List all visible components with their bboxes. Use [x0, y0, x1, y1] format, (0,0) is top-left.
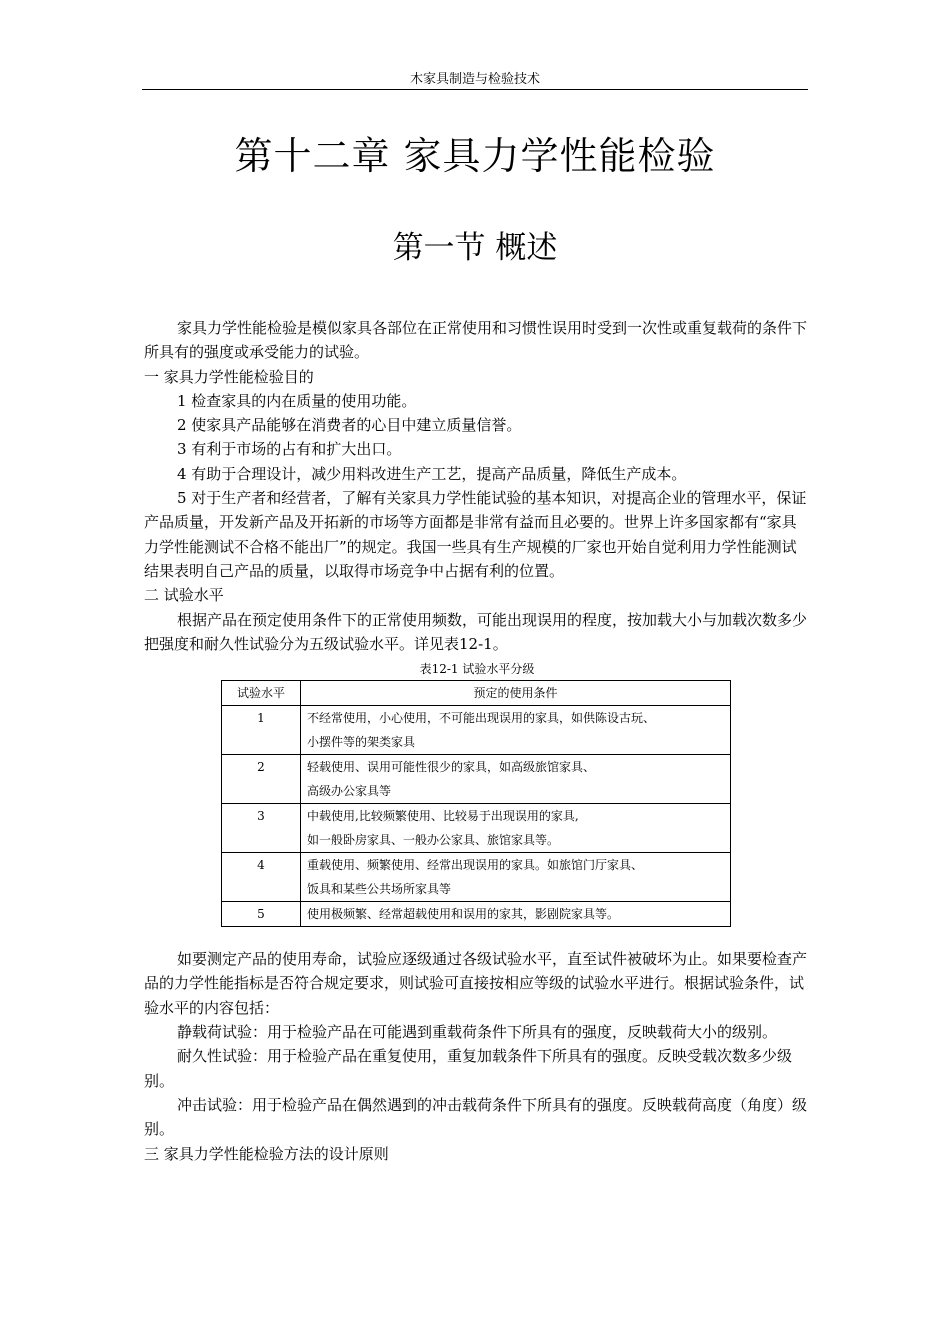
table-cell-condition	[301, 755, 731, 804]
part2-paragraph: 根据产品在预定使用条件下的正常使用频数，可能出现误用的程度，按加载大小与加载次数多少把强度和耐久性试验分为五级试验水平。详见表12-1。	[144, 610, 808, 653]
table-cell-condition	[301, 902, 731, 927]
condition-line: 轻载使用、误用可能性很少的家具，如高级旅馆家具、	[307, 760, 596, 775]
table-cell-level: 4	[222, 853, 301, 902]
part1-heading: 一 家具力学性能检验目的	[144, 367, 314, 386]
durability-test-paragraph: 耐久性试验：用于检验产品在重复使用，重复加载条件下所具有的强度。反映受载次数多少级别。	[144, 1047, 793, 1090]
table-spacer	[144, 927, 810, 947]
condition-line: 中载使用,比较频繁使用、比较易于出现误用的家具,	[307, 809, 579, 824]
table-row	[222, 804, 731, 853]
table-row	[222, 902, 731, 927]
table-row	[222, 755, 731, 804]
part3-heading: 三 家具力学性能检验方法的设计原则	[144, 1144, 389, 1163]
condition-line: 饭具和某些公共场所家具等	[307, 882, 452, 897]
table-cell-condition	[301, 706, 731, 755]
table-header-row	[222, 681, 731, 706]
intro-paragraph: 家具力学性能检验是模似家具各部位在正常使用和习惯性误用时受到一次性或重复载荷的条件下所具有的强度或承受能力的试验。	[144, 319, 808, 362]
table-cell-level: 2	[222, 755, 301, 804]
condition-line: 重载使用、频繁使用、经常出现误用的家具。如旅馆门厅家具、	[307, 858, 644, 873]
part1-item: 4 有助于合理设计，减少用料改进生产工艺，提高产品质量，降低生产成本。	[177, 464, 687, 483]
table-row	[222, 853, 731, 902]
table-header-condition: 预定的使用条件	[301, 681, 731, 706]
header-rule	[142, 89, 808, 90]
table-cell-condition	[301, 804, 731, 853]
static-test-paragraph: 静载荷试验：用于检验产品在可能遇到重载荷条件下所具有的强度，反映载荷大小的级别。	[177, 1023, 778, 1042]
running-header: 木家具制造与检验技术	[409, 72, 540, 87]
table-row	[222, 706, 731, 755]
condition-line: 使用极频繁、经常超载使用和误用的家其，影剧院家具等。	[307, 907, 620, 922]
table-cell-condition	[301, 853, 731, 902]
table-cell-level: 1	[222, 706, 301, 755]
part2-after-paragraph: 如要测定产品的使用寿命，试验应逐级通过各级试验水平，直至试件被破坏为止。如果要检查产品的力学性能指标是否符合规定要求，则试验可直接按相应等级的试验水平进行。根据试验条件，试验水平的内容包括：	[144, 950, 808, 1017]
test-level-table	[221, 680, 731, 927]
section-title: 第一节 概述	[392, 230, 558, 266]
chapter-title: 第十二章 家具力学性能检验	[234, 134, 716, 178]
condition-line: 小摆件等的架类家具	[307, 735, 416, 750]
table-caption: 表12-1 试验水平分级	[419, 662, 535, 677]
part1-item: 1 检查家具的内在质量的使用功能。	[177, 391, 417, 410]
condition-line: 高级办公家具等	[307, 784, 392, 799]
condition-line: 不经常使用，小心使用，不可能出现误用的家具，如供陈设古玩、	[307, 711, 656, 726]
table-cell-level: 5	[222, 902, 301, 927]
part2-heading: 二 试验水平	[144, 586, 224, 605]
part1-item: 2 使家具产品能够在消费者的心目中建立质量信誉。	[177, 416, 522, 435]
part1-item: 3 有利于市场的占有和扩大出口。	[177, 440, 402, 459]
table-header-level: 试验水平	[222, 681, 301, 706]
body-text	[144, 316, 810, 1166]
table-cell-level: 3	[222, 804, 301, 853]
impact-test-paragraph: 冲击试验：用于检验产品在偶然遇到的冲击载荷条件下所具有的强度。反映载荷高度（角度）级别。	[144, 1095, 808, 1139]
part1-item: 5 对于生产者和经营者，了解有关家具力学性能试验的基本知识，对提高企业的管理水平，保证产品质量，开发新产品及开拓新的市场等方面都是非常有益而且必要的。世界上许多国家都有“家具力学性能测试不合格不能出厂”的规定。我国一些具有生产规模的厂家也开始自觉利用力学性能测试结果表明自己产品的质量，以取得市场竞争中占据有利的位置。	[144, 489, 807, 580]
condition-line: 如一般卧房家具、一般办公家具、旅馆家具等。	[307, 833, 560, 848]
